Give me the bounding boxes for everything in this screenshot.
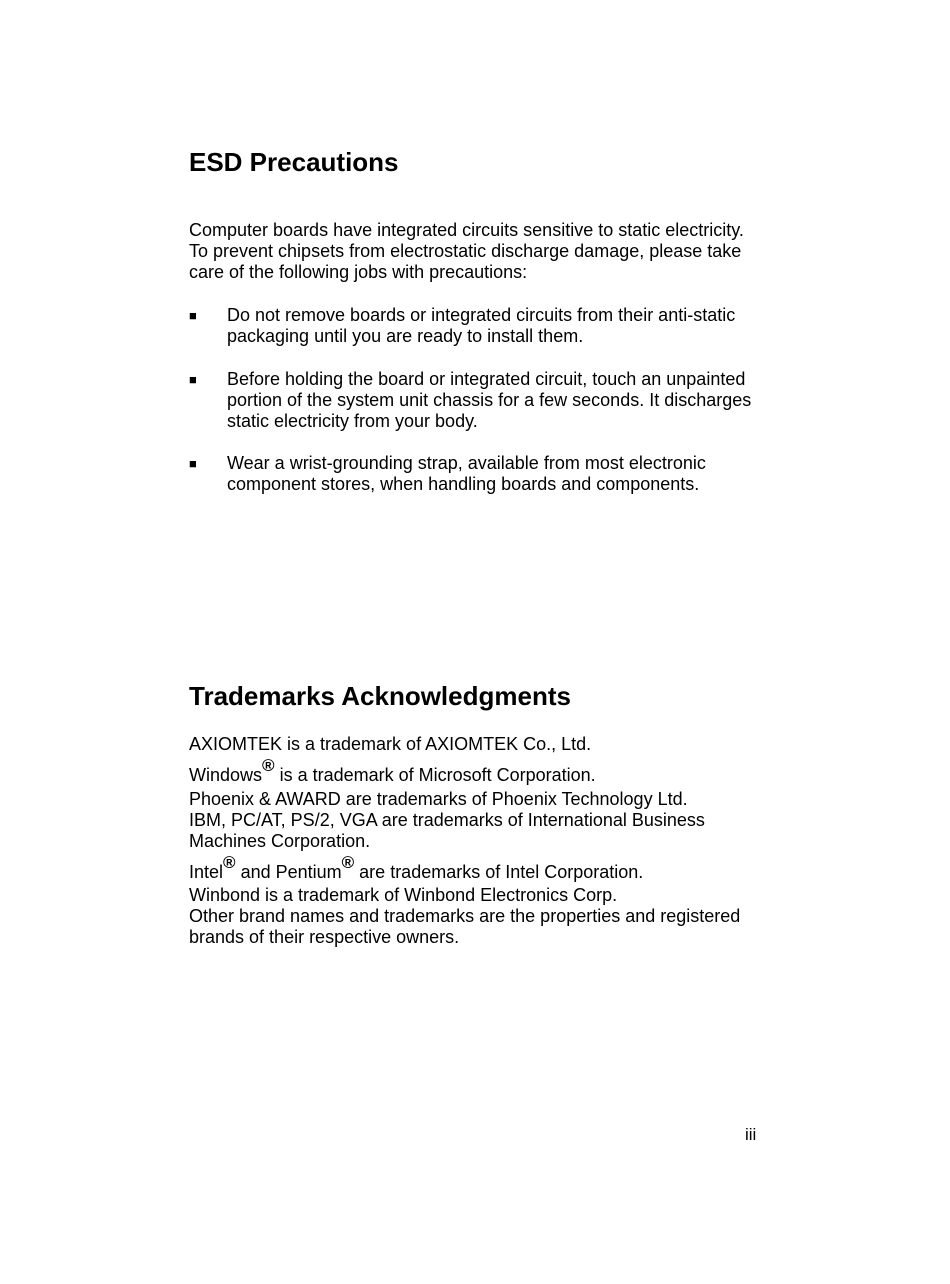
page-number: iii <box>745 1125 757 1144</box>
trademark-intel <box>189 853 759 883</box>
intel-name: Intel <box>189 862 224 882</box>
windows-text: is a trademark of Microsoft Corporation. <box>274 765 596 785</box>
trademark-windows <box>189 756 759 786</box>
esd-bullet-text: Wear a wrist-grounding strap, available from most electronic component stores, when handling boards and components. <box>227 453 706 494</box>
esd-intro-paragraph: Computer boards have integrated circuits sensitive to static electricity. To prevent chipsets from electrostatic discharge damage, please take care of the following jobs with precautions: <box>189 220 744 282</box>
esd-bullet-text: Before holding the board or integrated circuit, touch an unpainted portion of the system unit chassis for a few seconds. It discharges static electricity from your body. <box>227 369 752 431</box>
square-bullet-icon: ■ <box>189 456 197 471</box>
trademark-winbond: Winbond is a trademark of Winbond Electronics Corp. <box>189 885 618 905</box>
trademarks-list <box>189 734 759 948</box>
registered-mark: ® <box>223 853 236 872</box>
trademark-phoenix: Phoenix & AWARD are trademarks of Phoenix Technology Ltd. <box>189 789 688 809</box>
esd-precautions-heading: ESD Precautions <box>189 147 399 177</box>
trademark-ibm: IBM, PC/AT, PS/2, VGA are trademarks of International Business Machines Corporation. <box>189 810 705 851</box>
trademark-other: Other brand names and trademarks are the properties and registered brands of their respective owners. <box>189 906 741 947</box>
esd-bullet-text: Do not remove boards or integrated circuits from their anti-static packaging until you are ready to install them. <box>227 305 736 346</box>
trademark-axiomtek: AXIOMTEK is a trademark of AXIOMTEK Co., Ltd. <box>189 734 592 754</box>
square-bullet-icon: ■ <box>189 372 197 387</box>
intel-text: are trademarks of Intel Corporation. <box>354 862 644 882</box>
trademarks-heading: Trademarks Acknowledgments <box>189 681 571 711</box>
windows-name: Windows <box>189 765 263 785</box>
registered-mark: ® <box>341 853 355 872</box>
registered-mark: ® <box>262 756 275 775</box>
square-bullet-icon: ■ <box>189 308 197 323</box>
pentium-name: and Pentium <box>235 862 342 882</box>
